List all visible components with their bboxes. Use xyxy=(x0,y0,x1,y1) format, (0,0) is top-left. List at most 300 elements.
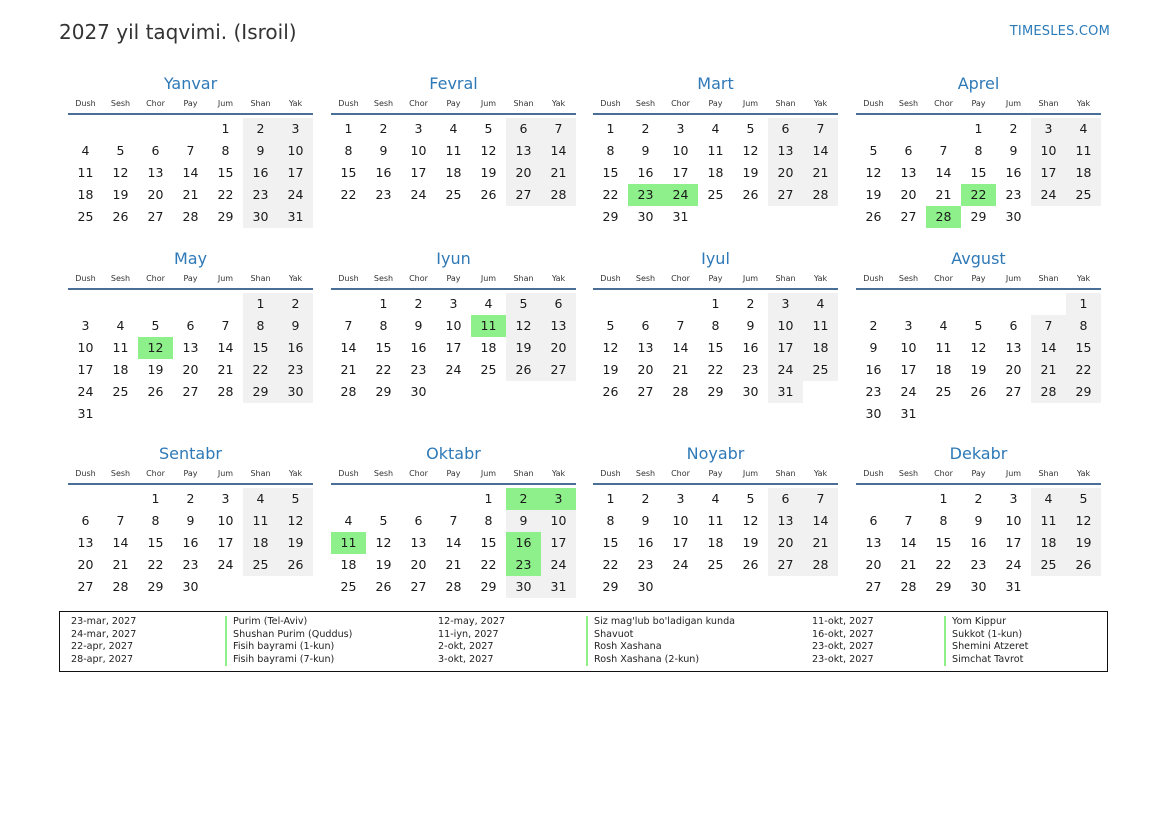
site-link[interactable]: TIMESLES.COM xyxy=(1009,24,1110,39)
day-cell: 8 xyxy=(606,143,615,158)
weekday-label: Pay xyxy=(971,99,986,108)
day-cell: 26 xyxy=(865,209,882,224)
day-cell: 13 xyxy=(147,165,164,180)
weekday-label: Sesh xyxy=(898,99,919,108)
holiday-day-cell: 11 xyxy=(331,532,366,554)
day-cell: 20 xyxy=(768,532,803,554)
day-cell: 2 xyxy=(1009,121,1018,136)
weekday-label: Jum xyxy=(480,469,497,478)
holiday-date: 3-okt, 2027 xyxy=(438,653,494,665)
day-cell: 24 xyxy=(410,187,427,202)
weekday-header xyxy=(68,272,313,286)
day-cell: 23 xyxy=(278,359,313,381)
day-cell: 15 xyxy=(602,165,619,180)
day-cell: 25 xyxy=(480,362,497,377)
holiday-day-cell: 23 xyxy=(506,554,541,576)
day-cell: 6 xyxy=(904,143,913,158)
day-cell: 15 xyxy=(1066,337,1101,359)
day-grid xyxy=(68,293,313,423)
day-cell: 1 xyxy=(606,121,615,136)
day-cell: 10 xyxy=(77,340,94,355)
day-cell: 31 xyxy=(900,406,917,421)
weekday-label: Shan xyxy=(250,274,271,283)
day-cell: 18 xyxy=(1066,162,1101,184)
weekday-label: Jum xyxy=(742,99,759,108)
header-rule xyxy=(856,288,1101,290)
weekday-label: Yak xyxy=(1076,274,1091,283)
day-cell: 24 xyxy=(217,557,234,572)
day-cell: 3 xyxy=(1009,491,1018,506)
day-cell: 20 xyxy=(637,362,654,377)
weekday-header xyxy=(593,467,838,481)
day-cell: 29 xyxy=(480,579,497,594)
day-cell: 30 xyxy=(243,206,278,228)
day-cell: 5 xyxy=(974,318,983,333)
day-cell: 1 xyxy=(974,121,983,136)
day-cell: 17 xyxy=(672,535,689,550)
day-cell: 29 xyxy=(1066,381,1101,403)
day-cell: 16 xyxy=(410,340,427,355)
day-cell: 8 xyxy=(344,143,353,158)
day-grid xyxy=(68,488,313,618)
weekday-label: Chor xyxy=(146,99,165,108)
month-avgust xyxy=(856,248,1101,421)
weekday-label: Jum xyxy=(480,99,497,108)
day-cell: 29 xyxy=(217,209,234,224)
weekday-label: Sesh xyxy=(898,274,919,283)
month-may xyxy=(68,248,313,421)
holiday-name: Simchat Tavrot xyxy=(944,654,1023,667)
day-cell: 9 xyxy=(869,340,878,355)
weekday-label: Chor xyxy=(671,99,690,108)
day-cell: 11 xyxy=(112,340,129,355)
day-cell: 17 xyxy=(900,362,917,377)
day-cell: 25 xyxy=(340,579,357,594)
day-cell: 24 xyxy=(541,554,576,576)
day-cell: 12 xyxy=(278,510,313,532)
day-cell: 27 xyxy=(147,209,164,224)
day-cell: 3 xyxy=(414,121,423,136)
day-cell: 4 xyxy=(243,488,278,510)
weekday-header xyxy=(593,272,838,286)
day-cell: 27 xyxy=(865,579,882,594)
day-cell: 26 xyxy=(742,557,759,572)
month-fevral xyxy=(331,73,576,243)
holiday-list xyxy=(59,611,1108,672)
month-name: Iyun xyxy=(436,249,471,268)
day-cell: 10 xyxy=(768,315,803,337)
day-cell: 18 xyxy=(77,187,94,202)
day-cell: 30 xyxy=(970,579,987,594)
day-cell: 10 xyxy=(217,513,234,528)
day-cell: 8 xyxy=(151,513,160,528)
day-cell: 21 xyxy=(900,557,917,572)
day-cell: 16 xyxy=(182,535,199,550)
day-cell: 23 xyxy=(970,557,987,572)
holiday-name: Shemini Atzeret xyxy=(944,641,1028,654)
weekday-header xyxy=(593,97,838,111)
day-cell: 28 xyxy=(340,384,357,399)
day-cell: 17 xyxy=(541,532,576,554)
day-cell: 7 xyxy=(541,118,576,140)
day-cell: 24 xyxy=(1031,184,1066,206)
day-cell: 24 xyxy=(768,359,803,381)
day-cell: 17 xyxy=(1031,162,1066,184)
weekday-label: Dush xyxy=(75,274,96,283)
weekday-label: Sesh xyxy=(635,469,656,478)
day-cell: 26 xyxy=(147,384,164,399)
weekday-label: Yak xyxy=(813,469,828,478)
day-cell: 15 xyxy=(707,340,724,355)
header-rule xyxy=(593,288,838,290)
day-cell: 24 xyxy=(672,557,689,572)
page-title: 2027 yil taqvimi. (Isroil) xyxy=(59,20,297,44)
month-mart xyxy=(593,73,838,243)
day-cell: 18 xyxy=(1031,532,1066,554)
day-cell: 18 xyxy=(340,557,357,572)
weekday-label: Yak xyxy=(1076,469,1091,478)
day-cell: 16 xyxy=(742,340,759,355)
day-cell: 7 xyxy=(344,318,353,333)
day-cell: 2 xyxy=(186,491,195,506)
day-cell: 11 xyxy=(1066,140,1101,162)
day-cell: 29 xyxy=(970,209,987,224)
day-cell: 13 xyxy=(541,315,576,337)
day-cell: 23 xyxy=(375,187,392,202)
day-cell: 29 xyxy=(243,381,278,403)
day-cell: 3 xyxy=(1031,118,1066,140)
day-cell: 6 xyxy=(1009,318,1018,333)
day-cell: 7 xyxy=(116,513,125,528)
month-iyul xyxy=(593,248,838,418)
weekday-label: Pay xyxy=(183,274,198,283)
day-cell: 12 xyxy=(742,513,759,528)
day-cell: 23 xyxy=(1005,187,1022,202)
weekday-label: Dush xyxy=(338,469,359,478)
weekday-label: Yak xyxy=(288,99,303,108)
day-cell: 14 xyxy=(340,340,357,355)
day-cell: 5 xyxy=(869,143,878,158)
month-name: May xyxy=(173,249,208,268)
day-cell: 5 xyxy=(746,121,755,136)
day-cell: 16 xyxy=(637,165,654,180)
month-name: Noyabr xyxy=(686,444,745,463)
weekday-header xyxy=(856,97,1101,111)
day-grid xyxy=(331,293,576,423)
weekday-label: Jum xyxy=(217,99,234,108)
day-cell: 21 xyxy=(541,162,576,184)
day-cell: 25 xyxy=(1066,184,1101,206)
day-cell: 30 xyxy=(410,384,427,399)
day-cell: 16 xyxy=(865,362,882,377)
day-cell: 17 xyxy=(768,337,803,359)
day-cell: 19 xyxy=(970,362,987,377)
day-cell: 2 xyxy=(746,296,755,311)
day-cell: 25 xyxy=(77,209,94,224)
day-cell: 20 xyxy=(77,557,94,572)
day-cell: 30 xyxy=(506,576,541,598)
day-grid xyxy=(856,293,1101,423)
weekday-label: Jum xyxy=(480,274,497,283)
day-cell: 1 xyxy=(379,296,388,311)
day-cell: 19 xyxy=(742,535,759,550)
day-cell: 25 xyxy=(1031,554,1066,576)
day-cell: 7 xyxy=(939,143,948,158)
day-grid xyxy=(593,293,838,423)
day-cell: 23 xyxy=(243,184,278,206)
weekday-label: Sesh xyxy=(635,274,656,283)
day-cell: 7 xyxy=(186,143,195,158)
day-cell: 22 xyxy=(935,557,952,572)
day-cell: 6 xyxy=(414,513,423,528)
day-cell: 24 xyxy=(278,184,313,206)
weekday-label: Jum xyxy=(1005,469,1022,478)
day-cell: 25 xyxy=(803,359,838,381)
day-cell: 1 xyxy=(344,121,353,136)
weekday-label: Yak xyxy=(288,469,303,478)
weekday-label: Shan xyxy=(775,99,796,108)
day-cell: 24 xyxy=(445,362,462,377)
day-cell: 5 xyxy=(606,318,615,333)
weekday-label: Pay xyxy=(183,99,198,108)
day-cell: 22 xyxy=(375,362,392,377)
day-cell: 28 xyxy=(182,209,199,224)
day-cell: 26 xyxy=(112,209,129,224)
month-aprel xyxy=(856,73,1101,243)
month-noyabr xyxy=(593,443,838,613)
day-cell: 9 xyxy=(506,510,541,532)
month-name: Mart xyxy=(697,74,734,93)
holiday-name: Purim (Tel-Aviv) xyxy=(225,616,307,629)
holiday-name: Rosh Xashana (2-kun) xyxy=(586,654,699,667)
day-cell: 14 xyxy=(935,165,952,180)
day-cell: 28 xyxy=(803,554,838,576)
weekday-label: Pay xyxy=(708,469,723,478)
day-cell: 9 xyxy=(414,318,423,333)
day-cell: 22 xyxy=(480,557,497,572)
day-cell: 27 xyxy=(768,554,803,576)
day-cell: 25 xyxy=(112,384,129,399)
weekday-label: Shan xyxy=(1038,99,1059,108)
weekday-label: Shan xyxy=(250,99,271,108)
day-cell: 28 xyxy=(803,184,838,206)
day-cell: 15 xyxy=(243,337,278,359)
day-cell: 2 xyxy=(641,121,650,136)
day-cell: 25 xyxy=(707,187,724,202)
day-cell: 14 xyxy=(445,535,462,550)
weekday-label: Jum xyxy=(1005,99,1022,108)
day-cell: 10 xyxy=(1005,513,1022,528)
day-cell: 16 xyxy=(375,165,392,180)
day-cell: 3 xyxy=(278,118,313,140)
weekday-label: Pay xyxy=(183,469,198,478)
day-cell: 5 xyxy=(151,318,160,333)
day-cell: 20 xyxy=(541,337,576,359)
day-cell: 3 xyxy=(221,491,230,506)
day-cell: 23 xyxy=(742,362,759,377)
holiday-date: 23-okt, 2027 xyxy=(812,653,874,665)
day-cell: 27 xyxy=(77,579,94,594)
month-name: Iyul xyxy=(701,249,730,268)
weekday-label: Chor xyxy=(934,469,953,478)
day-cell: 30 xyxy=(637,579,654,594)
day-cell: 29 xyxy=(375,384,392,399)
day-cell: 11 xyxy=(445,143,462,158)
month-name: Avgust xyxy=(951,249,1006,268)
day-cell: 21 xyxy=(182,187,199,202)
holiday-date: 11-okt, 2027 xyxy=(812,616,874,627)
weekday-label: Dush xyxy=(863,99,884,108)
header-rule xyxy=(331,288,576,290)
day-cell: 18 xyxy=(480,340,497,355)
weekday-label: Shan xyxy=(513,469,534,478)
day-cell: 5 xyxy=(278,488,313,510)
day-grid xyxy=(68,118,313,248)
day-cell: 2 xyxy=(379,121,388,136)
weekday-label: Shan xyxy=(1038,469,1059,478)
day-cell: 17 xyxy=(1005,535,1022,550)
day-cell: 20 xyxy=(865,557,882,572)
weekday-label: Chor xyxy=(409,99,428,108)
day-cell: 13 xyxy=(1005,340,1022,355)
day-cell: 6 xyxy=(869,513,878,528)
holiday-day-cell: 23 xyxy=(628,184,663,206)
day-cell: 31 xyxy=(768,381,803,403)
month-iyun xyxy=(331,248,576,418)
day-cell: 3 xyxy=(81,318,90,333)
header-rule xyxy=(68,483,313,485)
holiday-date: 28-apr, 2027 xyxy=(71,653,134,665)
day-cell: 20 xyxy=(182,362,199,377)
day-cell: 18 xyxy=(112,362,129,377)
day-cell: 10 xyxy=(1031,140,1066,162)
day-cell: 7 xyxy=(449,513,458,528)
weekday-label: Shan xyxy=(250,469,271,478)
month-sentabr xyxy=(68,443,313,613)
day-cell: 4 xyxy=(1066,118,1101,140)
day-cell: 31 xyxy=(672,209,689,224)
month-dekabr xyxy=(856,443,1101,613)
day-cell: 18 xyxy=(445,165,462,180)
day-cell: 20 xyxy=(506,162,541,184)
day-cell: 13 xyxy=(410,535,427,550)
day-cell: 6 xyxy=(81,513,90,528)
day-cell: 3 xyxy=(676,491,685,506)
day-cell: 17 xyxy=(217,535,234,550)
month-oktabr xyxy=(331,443,576,613)
day-cell: 1 xyxy=(221,121,230,136)
day-cell: 24 xyxy=(900,384,917,399)
weekday-header xyxy=(856,272,1101,286)
day-cell: 1 xyxy=(939,491,948,506)
holiday-day-cell: 16 xyxy=(506,532,541,554)
weekday-label: Jum xyxy=(742,274,759,283)
holiday-name: Shavuot xyxy=(586,629,633,642)
day-cell: 22 xyxy=(602,557,619,572)
day-cell: 2 xyxy=(869,318,878,333)
holiday-day-cell: 3 xyxy=(541,488,576,510)
day-cell: 2 xyxy=(974,491,983,506)
day-cell: 12 xyxy=(970,340,987,355)
month-name: Aprel xyxy=(957,74,1000,93)
day-cell: 15 xyxy=(375,340,392,355)
day-cell: 11 xyxy=(803,315,838,337)
header-rule xyxy=(331,483,576,485)
day-cell: 5 xyxy=(484,121,493,136)
day-cell: 5 xyxy=(116,143,125,158)
month-yanvar xyxy=(68,73,313,243)
weekday-label: Pay xyxy=(446,99,461,108)
day-cell: 21 xyxy=(935,187,952,202)
weekday-label: Jum xyxy=(217,274,234,283)
weekday-label: Pay xyxy=(708,99,723,108)
day-cell: 27 xyxy=(182,384,199,399)
weekday-label: Sesh xyxy=(373,99,394,108)
day-cell: 31 xyxy=(1005,579,1022,594)
day-cell: 28 xyxy=(541,184,576,206)
day-cell: 20 xyxy=(900,187,917,202)
day-cell: 17 xyxy=(278,162,313,184)
weekday-label: Yak xyxy=(813,274,828,283)
weekday-header xyxy=(331,467,576,481)
weekday-label: Sesh xyxy=(110,469,131,478)
weekday-label: Pay xyxy=(971,469,986,478)
day-cell: 15 xyxy=(935,535,952,550)
day-cell: 19 xyxy=(742,165,759,180)
day-cell: 27 xyxy=(506,184,541,206)
day-cell: 4 xyxy=(939,318,948,333)
day-cell: 27 xyxy=(410,579,427,594)
holiday-date: 2-okt, 2027 xyxy=(438,641,494,653)
day-cell: 6 xyxy=(186,318,195,333)
day-cell: 13 xyxy=(182,340,199,355)
day-cell: 11 xyxy=(707,143,724,158)
weekday-label: Pay xyxy=(971,274,986,283)
day-cell: 9 xyxy=(974,513,983,528)
holiday-day-cell: 2 xyxy=(506,488,541,510)
day-cell: 17 xyxy=(672,165,689,180)
day-cell: 1 xyxy=(606,491,615,506)
day-cell: 11 xyxy=(77,165,94,180)
day-cell: 4 xyxy=(1031,488,1066,510)
day-grid xyxy=(856,118,1101,248)
weekday-label: Yak xyxy=(551,99,566,108)
day-cell: 18 xyxy=(803,337,838,359)
header-rule xyxy=(331,113,576,115)
day-cell: 3 xyxy=(904,318,913,333)
day-cell: 12 xyxy=(480,143,497,158)
day-cell: 26 xyxy=(375,579,392,594)
day-cell: 28 xyxy=(112,579,129,594)
holiday-name: Yom Kippur xyxy=(944,616,1006,629)
weekday-label: Dush xyxy=(600,469,621,478)
day-cell: 18 xyxy=(707,165,724,180)
day-cell: 22 xyxy=(1066,359,1101,381)
day-cell: 22 xyxy=(147,557,164,572)
day-cell: 11 xyxy=(935,340,952,355)
weekday-header xyxy=(856,467,1101,481)
day-cell: 29 xyxy=(935,579,952,594)
day-cell: 27 xyxy=(637,384,654,399)
weekday-label: Dush xyxy=(600,274,621,283)
day-cell: 6 xyxy=(151,143,160,158)
weekday-label: Dush xyxy=(75,469,96,478)
day-cell: 15 xyxy=(340,165,357,180)
header-rule xyxy=(593,113,838,115)
weekday-label: Jum xyxy=(1005,274,1022,283)
day-cell: 11 xyxy=(243,510,278,532)
day-cell: 2 xyxy=(243,118,278,140)
